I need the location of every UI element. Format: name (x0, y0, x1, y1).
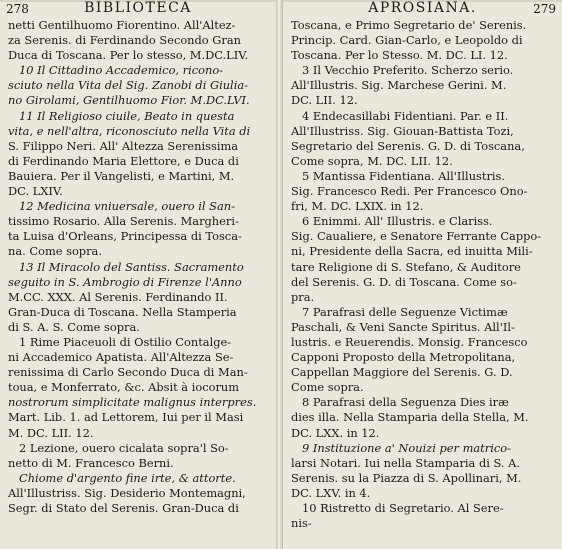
text-line: Duca di Toscana. Per lo stesso, M.DC.LIV. (8, 48, 249, 63)
text-line: larsi Notari. Iui nella Stamparia di S. A. (291, 455, 520, 470)
text-line: 3 Il Vecchio Preferito. Scherzo serio. (302, 63, 514, 78)
text-line: 1 Rime Piaceuoli di Ostilio Contalge- (19, 334, 232, 349)
text-line: sciuto nella Vita del Sig. Zanobi di Giulia- (8, 78, 248, 93)
text-line: 6 Enimmi. All' Illustris. e Clariss. (302, 214, 493, 229)
text-line: Toscana, e Primo Segretario de' Serenis. (291, 18, 527, 32)
text-line: Come sopra, M. DC. LII. 12. (291, 153, 453, 168)
text-line: 10 Ristretto di Segretario. Al Sere- (302, 501, 504, 515)
text-line: S. Filippo Neri. All' Altezza Serenissima (8, 138, 239, 153)
text-line: Serenis. su la Piazza di S. Apollinari, M. (291, 470, 522, 485)
left-running-head: BIBLIOTECA (84, 0, 192, 16)
text-line: nostrorum simplicitate malignus interpres. (8, 395, 257, 410)
text-line: na. Come sopra. (8, 244, 102, 259)
text-line: Princip. Card. Gian-Carlo, e Leopoldo di (291, 33, 523, 48)
text-line: vita, e nell'altra, riconosciuto nella Vita di (8, 123, 251, 138)
text-line: netto di M. Francesco Berni. (8, 455, 174, 470)
text-line: no Girolami, Gentilhuomo Fior. M.DC.LVI. (8, 93, 250, 108)
text-line: tare Religione di S. Stefano, & Auditore (291, 259, 521, 274)
book-gutter (276, 0, 283, 549)
text-line: All'Illustriss. Sig. Giouan-Battista Tozi, (291, 123, 514, 138)
text-line: dies illa. Nella Stamparia della Stella, M. (291, 410, 529, 425)
text-line: Come sopra. (291, 380, 364, 395)
text-line: renissima di Carlo Secondo Duca di Man- (8, 365, 248, 380)
text-line: Cappellan Maggiore del Serenis. G. D. (291, 365, 513, 380)
right-page (283, 0, 562, 549)
text-line: 10 Il Cittadino Accademico, ricono- (19, 63, 224, 78)
text-line: Chiome d'argento fine irte, & attorte. (19, 470, 236, 485)
text-line: Sig. Francesco Redi. Per Francesco Ono- (291, 184, 528, 199)
right-page-number: 279 (533, 2, 556, 16)
text-line: 13 Il Miracolo del Santiss. Sacramento (19, 259, 244, 274)
text-line: DC. LXIV. (8, 184, 63, 199)
text-line: pra. (291, 289, 315, 304)
text-line: Segretario del Serenis. G. D. di Toscana, (291, 138, 525, 153)
text-line: fri, M. DC. LXIX. in 12. (291, 199, 424, 214)
text-line: Capponi Proposto della Metropolitana, (291, 350, 516, 365)
text-line: lustris. e Reuerendis. Monsig. Francesco (291, 334, 528, 349)
right-page-text (291, 18, 556, 531)
text-line: 7 Parafrasi delle Seguenze Victimæ (302, 304, 508, 319)
text-line: M.CC. XXX. Al Serenis. Ferdinando II. (8, 289, 228, 304)
text-line: 8 Parafrasi della Seguenza Dies iræ (302, 395, 509, 410)
text-line: Toscana. Per lo Stesso. M. DC. LI. 12. (291, 48, 508, 63)
text-line: Mart. Lib. 1. ad Lettorem, Iui per il Masi (8, 410, 244, 425)
text-line: Sig. Caualiere, e Senatore Ferrante Cappo- (291, 229, 542, 244)
text-line: M. DC. LII. 12. (8, 425, 94, 440)
text-line: di Ferdinando Maria Elettore, e Duca di (8, 153, 239, 168)
text-line: del Serenis. G. D. di Toscana. Come so- (291, 274, 517, 289)
left-page-number: 278 (6, 2, 29, 16)
text-line: 4 Endecasillabi Fidentiani. Par. e II. (302, 108, 509, 123)
text-line: Segr. di Stato del Serenis. Gran-Duca di (8, 501, 239, 515)
text-line: 2 Lezione, ouero cicalata sopra'l So- (19, 440, 229, 455)
text-line: 9 Instituzione a' Nouizi per matrico- (302, 440, 511, 455)
text-line: All'Illustriss. Sig. Desiderio Montemagni, (8, 485, 246, 500)
text-line: Gran-Duca di Toscana. Nella Stamperia (8, 304, 237, 319)
text-line: DC. LII. 12. (291, 93, 358, 108)
text-line: ni, Presidente della Sacra, ed inuitta Mili- (291, 244, 533, 259)
text-line: ni Accademico Apatista. All'Altezza Se- (8, 350, 234, 365)
text-line: 11 Il Religioso ciuile, Beato in questa (19, 108, 235, 123)
text-line: DC. LXV. in 4. (291, 485, 371, 500)
text-line: Bauiera. Per il Vangelisti, e Martini, M. (8, 168, 235, 183)
text-line: nis- (291, 516, 312, 531)
text-line: tissimo Rosario. Alla Serenis. Margheri- (8, 214, 239, 229)
left-page (0, 0, 276, 549)
text-line: za Serenis. di Ferdinando Secondo Gran (8, 33, 241, 48)
text-line: netti Gentilhuomo Fiorentino. All'Altez- (8, 18, 236, 32)
text-line: di S. A. S. Come sopra. (8, 319, 140, 334)
right-running-head: APROSIANA. (368, 0, 477, 16)
text-line: 5 Mantissa Fidentiana. All'Illustris. (302, 168, 506, 183)
text-line: ta Luisa d'Orleans, Principessa di Tosca- (8, 229, 242, 244)
left-page-text (8, 18, 270, 516)
text-line: seguito in S. Ambrogio di Firenze l'Anno (8, 274, 242, 289)
text-line: All'Illustris. Sig. Marchese Gerini. M. (291, 78, 507, 93)
left-page-header (6, 0, 270, 18)
text-line: toua, e Monferrato, &c. Absit à iocorum (8, 380, 240, 395)
text-line: Paschali, & Veni Sancte Spiritus. All'Il- (291, 319, 515, 334)
right-page-header (289, 0, 556, 18)
text-line: 12 Medicina vniuersale, ouero il San- (19, 199, 235, 214)
text-line: DC. LXX. in 12. (291, 425, 380, 440)
